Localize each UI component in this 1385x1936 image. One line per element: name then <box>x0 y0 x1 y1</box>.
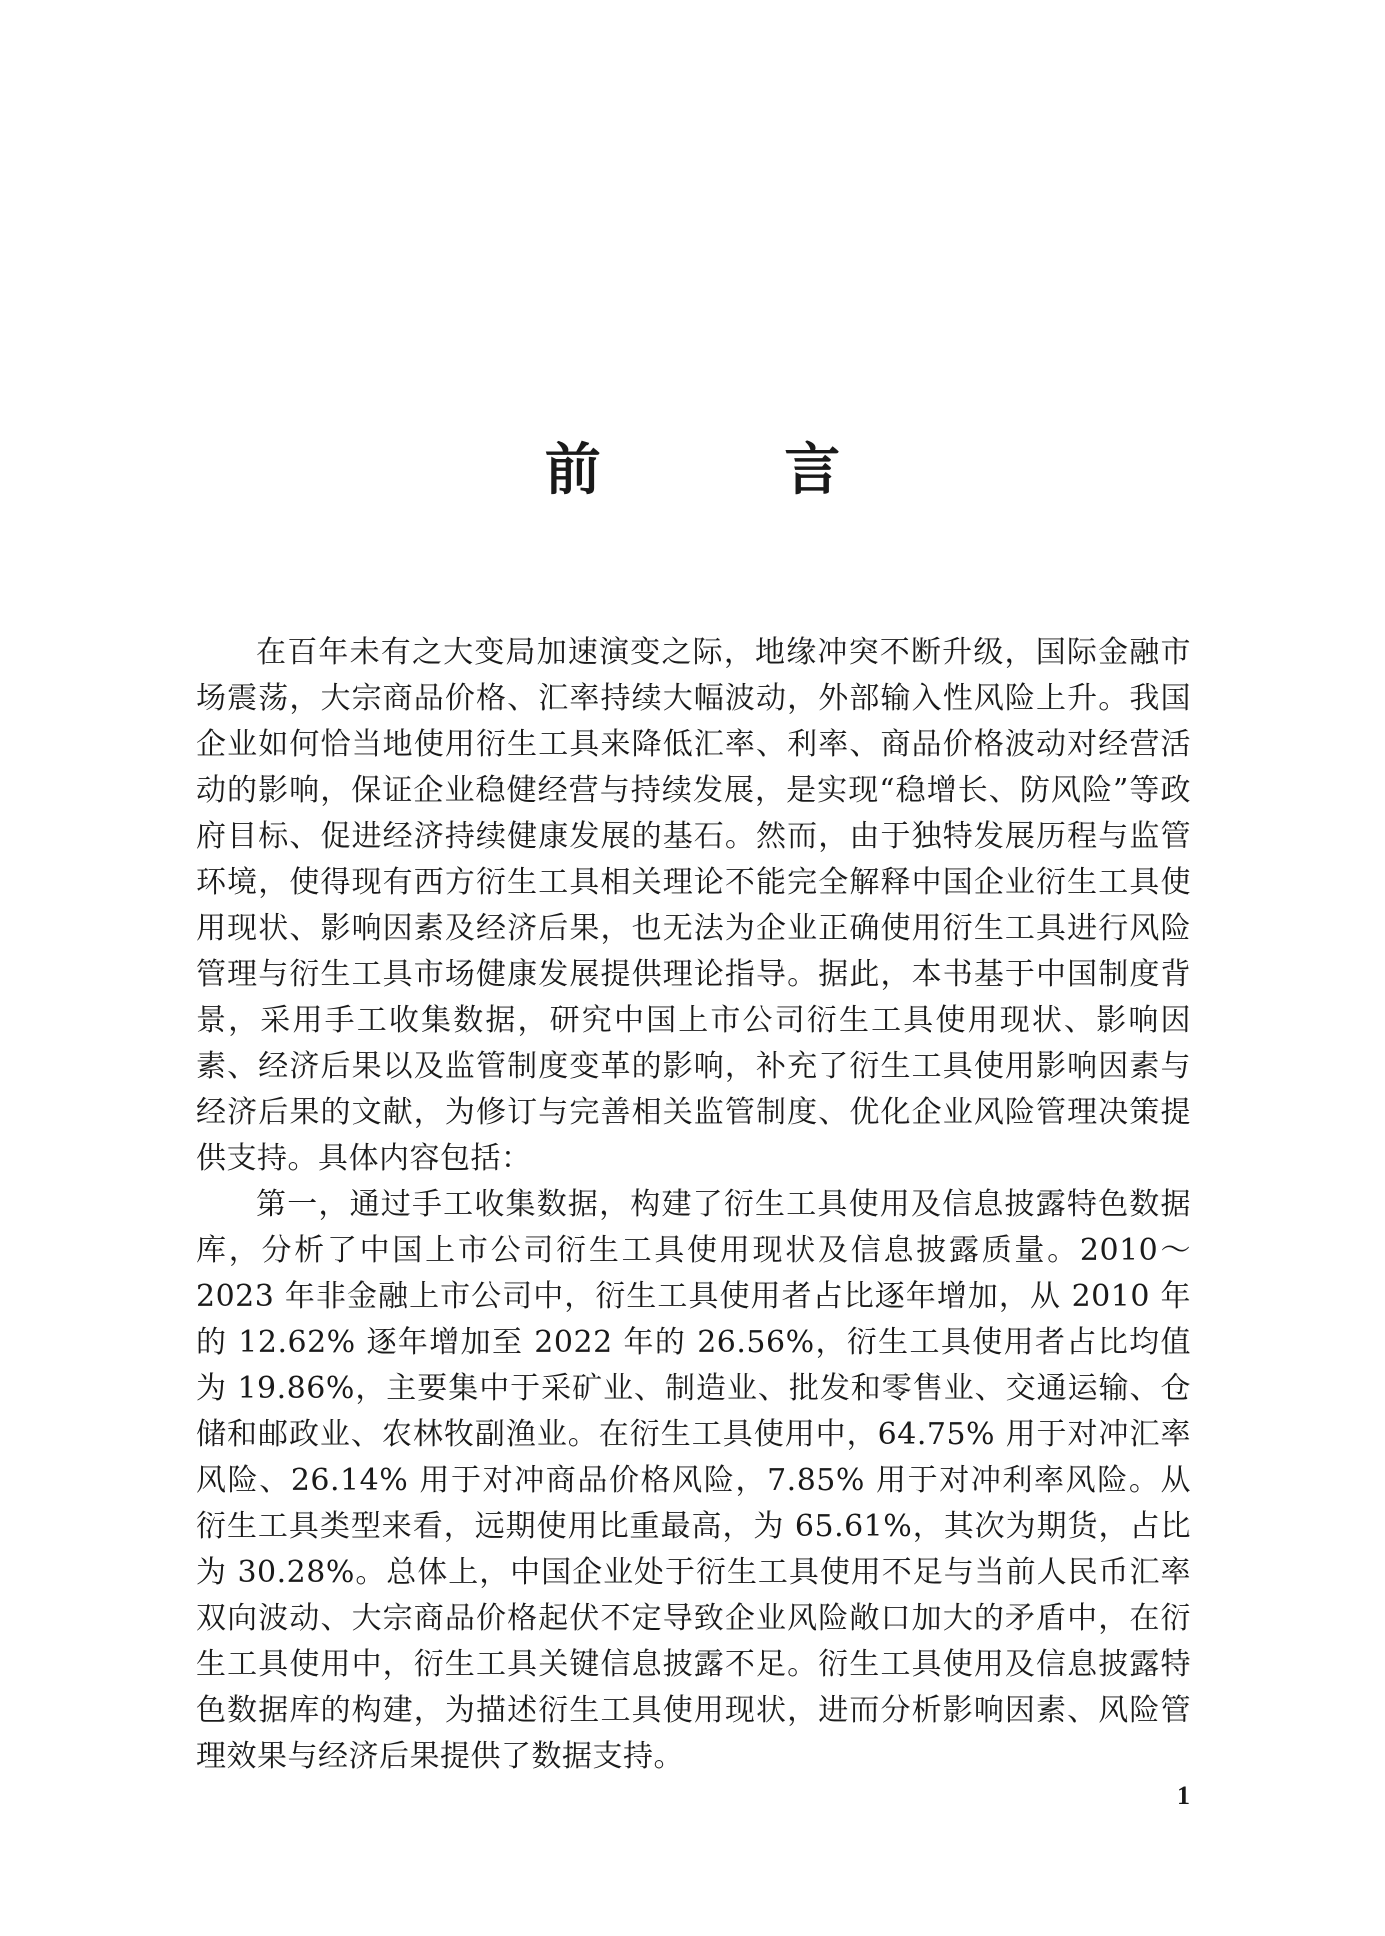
page-title: 前 言 <box>544 437 923 503</box>
page-number: 1 <box>1177 1781 1190 1810</box>
paragraph-first-point: 第一，通过手工收集数据，构建了衍生工具使用及信息披露特色数据库，分析了中国上市公司衍生工具使用现状及信息披露质量。2010～2023 年非金融上市公司中，衍生工具使用者占比逐年增加，从 2010 年的 12.62% 逐年增加至 2022 年的 26.56%，衍生工具使用者占比均值为 19.86%，主要集中于采矿业、制造业、批发和零售业、交通运输、仓储和邮政业、农林牧副渔业。在衍生工具使用中，64.75% 用于对冲汇率风险、26.14% 用于对冲商品价格风险，7.85% 用于对冲利率风险。从衍生工具类型来看，远期使用比重最高，为 65.61%，其次为期货，占比为 30.28%。总体上，中国企业处于衍生工具使用不足与当前人民币汇率双向波动、大宗商品价格起伏不定导致企业风险敞口加大的矛盾中，在衍生工具使用中，衍生工具关键信息披露不足。衍生工具使用及信息披露特色数据库的构建，为描述衍生工具使用现状，进而分析影响因素、风险管理效果与经济后果提供了数据支持。 <box>196 1187 1191 1774</box>
preface-body <box>196 630 1191 1780</box>
paragraph-intro: 在百年未有之大变局加速演变之际，地缘冲突不断升级，国际金融市场震荡，大宗商品价格、汇率持续大幅波动，外部输入性风险上升。我国企业如何恰当地使用衍生工具来降低汇率、利率、商品价格波动对经营活动的影响，保证企业稳健经营与持续发展，是实现“稳增长、防风险”等政府目标、促进经济持续健康发展的基石。然而，由于独特发展历程与监管环境，使得现有西方衍生工具相关理论不能完全解释中国企业衍生工具使用现状、影响因素及经济后果，也无法为企业正确使用衍生工具进行风险管理与衍生工具市场健康发展提供理论指导。据此，本书基于中国制度背景，采用手工收集数据，研究中国上市公司衍生工具使用现状、影响因素、经济后果以及监管制度变革的影响，补充了衍生工具使用影响因素与经济后果的文献，为修订与完善相关监管制度、优化企业风险管理决策提供支持。具体内容包括： <box>196 635 1191 1176</box>
